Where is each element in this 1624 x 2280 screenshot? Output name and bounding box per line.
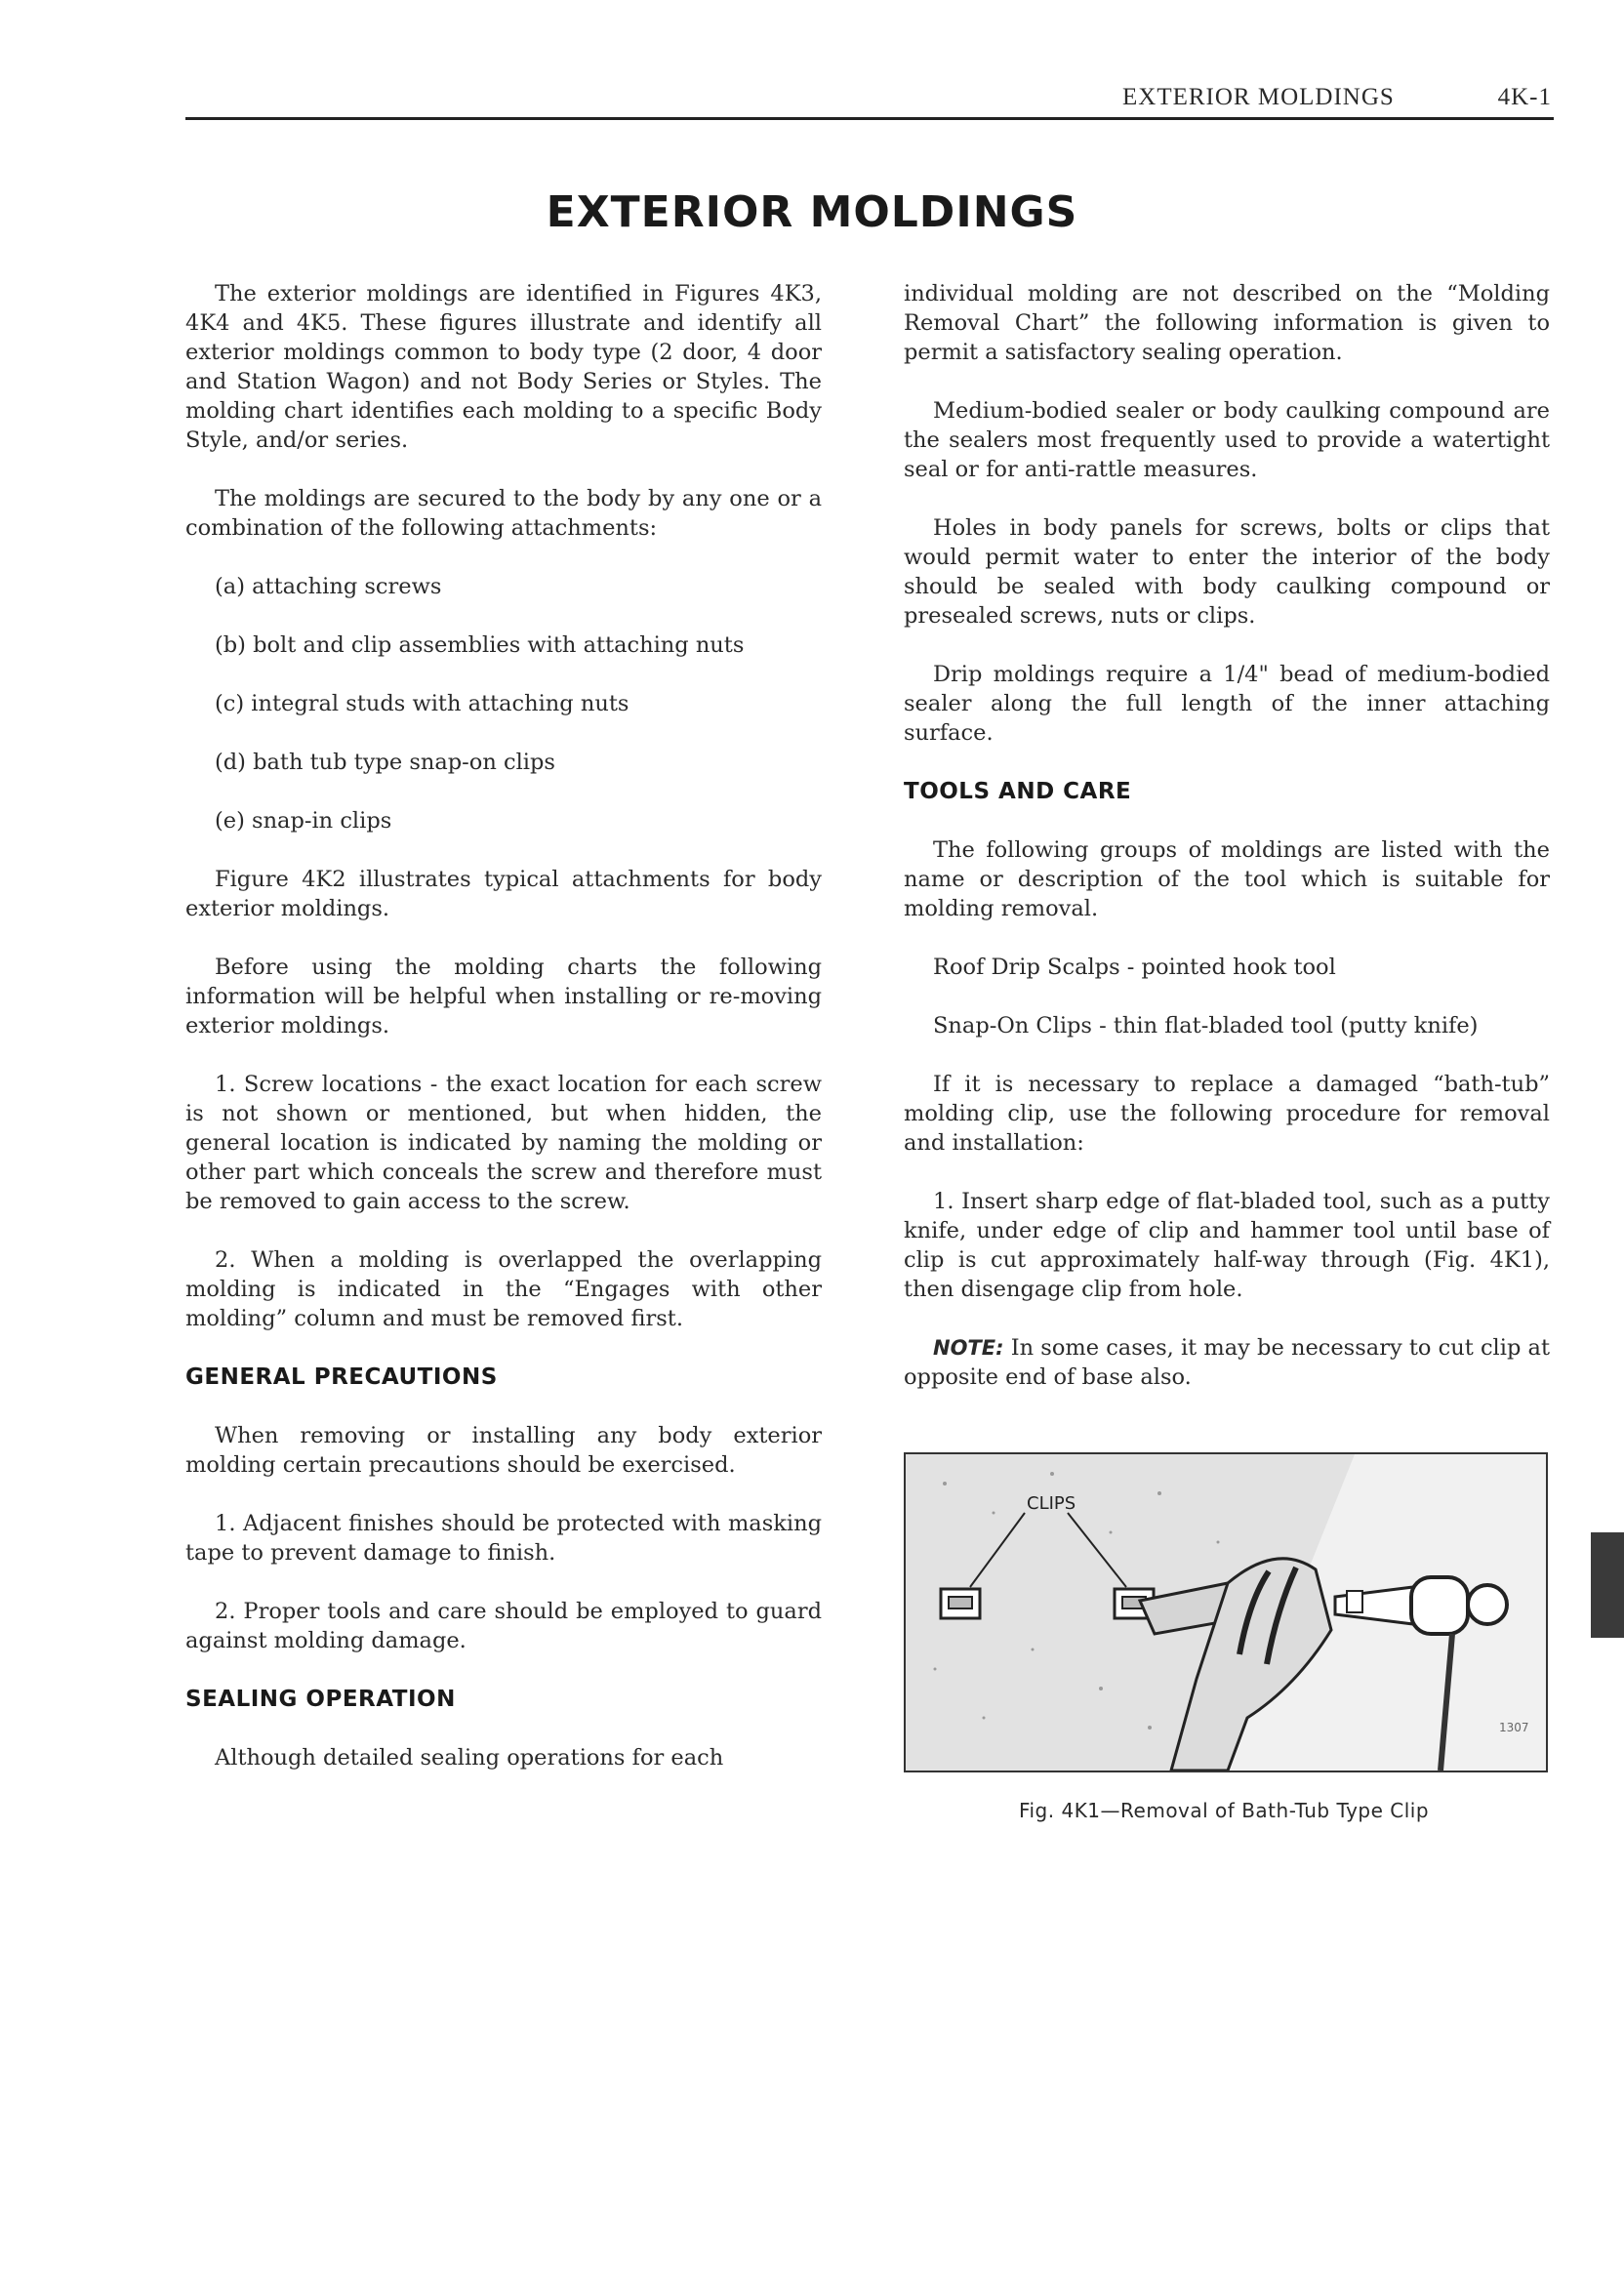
running-head — [1122, 84, 1552, 111]
attachment-c: (c) integral studs with attaching nuts — [215, 691, 629, 716]
sealing-operation-heading: SEALING OPERATION — [185, 1687, 456, 1712]
figure-caption: Fig. 4K1—Removal of Bath-Tub Type Clip — [1018, 1799, 1430, 1822]
general-precautions-heading: GENERAL PRECAUTIONS — [185, 1364, 498, 1390]
before-paragraph: Before using the molding charts the following information will be helpful when installing or re-moving exterior moldings. — [185, 955, 822, 1038]
header-rule — [185, 117, 1554, 120]
page-number: 4K-1 — [1497, 84, 1552, 110]
section-edge-tab — [1591, 1532, 1624, 1638]
tools-and-care-heading: TOOLS AND CARE — [904, 779, 1132, 804]
figure-reference-paragraph: Figure 4K2 illustrates typical attachments for body exterior moldings. — [185, 867, 822, 921]
precaution-1: 1. Adjacent finishes should be protected with masking tape to prevent damage to finish. — [185, 1511, 822, 1566]
clips-label: CLIPS — [1027, 1493, 1076, 1514]
medium-bodied-paragraph: Medium-bodied sealer or body caulking compound are the sealers most frequently used to provide a watertight seal or for anti-rattle measures. — [904, 398, 1550, 482]
overlap-paragraph: 2. When a molding is overlapped the overlapping molding is indicated in the “Engages with other molding” column and must be removed first. — [185, 1247, 822, 1331]
precaution-2: 2. Proper tools and care should be employed to guard against molding damage. — [185, 1599, 822, 1653]
left-column — [185, 279, 822, 1772]
step-1-paragraph: 1. Insert sharp edge of flat-bladed tool, such as a putty knife, under edge of clip and hammer tool until base of clip is cut approximately half-way through (Fig. 4K1), then disengage clip from hole. — [904, 1189, 1550, 1302]
holes-paragraph: Holes in body panels for screws, bolts or clips that would permit water to enter the interior of the body should be sealed with body caulking compound or presealed screws, nuts or clips. — [904, 515, 1550, 629]
tools-intro-paragraph: The following groups of moldings are listed with the name or description of the tool which is suitable for molding removal. — [904, 837, 1550, 921]
secured-paragraph: The moldings are secured to the body by any one or a combination of the following attachments: — [185, 486, 822, 541]
section-name: EXTERIOR MOLDINGS — [1122, 84, 1395, 110]
replace-paragraph: If it is necessary to replace a damaged “bath-tub” molding clip, use the following procedure for removal and installation: — [904, 1072, 1550, 1156]
roof-drip-item: Roof Drip Scalps - pointed hook tool — [933, 955, 1336, 980]
sealing-paragraph: Although detailed sealing operations for each — [215, 1745, 724, 1771]
attachment-b: (b) bolt and clip assemblies with attaching nuts — [215, 632, 745, 658]
sealing-continued-paragraph: individual molding are not described on the “Molding Removal Chart” the following information is given to permit a satisfactory sealing operation. — [904, 281, 1550, 365]
attachment-d: (d) bath tub type snap-on clips — [215, 750, 555, 775]
figure-illustration — [904, 1452, 1548, 1772]
screw-locations-paragraph: 1. Screw locations - the exact location for each screw is not shown or mentioned, but when hidden, the general location is indicated by naming the molding or other part which conceals the screw and therefore must be removed to gain access to the screw. — [185, 1072, 822, 1214]
note-paragraph — [904, 1333, 1550, 1392]
drip-paragraph: Drip moldings require a 1/4" bead of medium-bodied sealer along the full length of the inner attaching surface. — [904, 662, 1550, 746]
attachment-a: (a) attaching screws — [215, 574, 442, 599]
snap-on-item: Snap-On Clips - thin flat-bladed tool (putty knife) — [933, 1013, 1479, 1038]
page-title: EXTERIOR MOLDINGS — [546, 187, 1078, 237]
note-label: NOTE: — [933, 1336, 1004, 1360]
note-text: In some cases, it may be necessary to cut clip at opposite end of base also. — [904, 1335, 1550, 1390]
general-intro-paragraph: When removing or installing any body exterior molding certain precautions should be exercised. — [185, 1423, 822, 1478]
intro-paragraph: The exterior moldings are identified in Figures 4K3, 4K4 and 4K5. These figures illustrate and identify all exterior moldings common to body type (2 door, 4 door and Station Wagon) and not Body Series or Styles. The molding chart identifies each molding to a specific Body Style, and/or series. — [185, 281, 822, 453]
figure-number: 1307 — [1499, 1721, 1529, 1734]
attachment-e: (e) snap-in clips — [215, 808, 392, 834]
right-column — [904, 279, 1550, 1392]
clip-removal-illustration — [906, 1454, 1546, 1771]
